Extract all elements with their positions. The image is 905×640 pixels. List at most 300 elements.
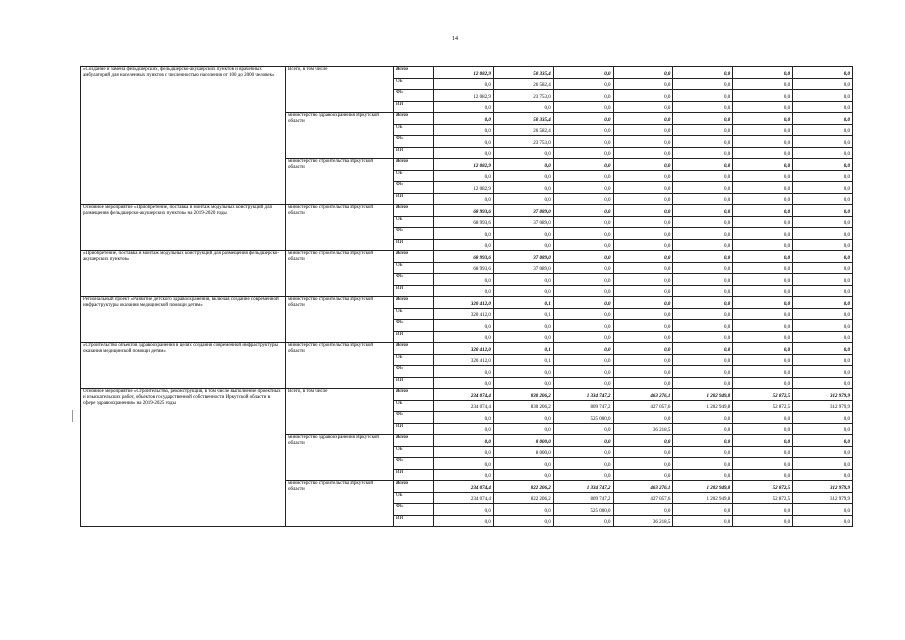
funding-source: Всего <box>394 297 434 309</box>
funding-source: ИИ <box>394 423 434 435</box>
amount-cell: 0,0 <box>673 308 733 320</box>
amount-cell: 0,0 <box>733 78 793 90</box>
amount-cell: 822 206,2 <box>493 492 553 504</box>
amount-cell: 0,0 <box>553 101 613 113</box>
amount-cell: 0,0 <box>733 320 793 332</box>
amount-cell: 0,0 <box>793 274 853 286</box>
amount-cell: 0,0 <box>553 308 613 320</box>
amount-cell: 0,0 <box>493 239 553 251</box>
amount-cell: 8 000,0 <box>493 435 553 447</box>
amount-cell: 0,1 <box>493 308 553 320</box>
amount-cell: 0,0 <box>793 331 853 343</box>
scan-mark <box>72 410 73 422</box>
amount-cell: 52 872,5 <box>733 389 793 401</box>
funding-source: ОБ <box>394 124 434 136</box>
funding-source: ИИ <box>394 193 434 205</box>
amount-cell: 320 412,0 <box>434 354 494 366</box>
amount-cell: 0,0 <box>793 469 853 481</box>
amount-cell: 0,0 <box>673 216 733 228</box>
funding-source: ИИ <box>394 515 434 527</box>
amount-cell: 52 872,5 <box>733 481 793 493</box>
amount-cell: 12 082,9 <box>434 159 494 171</box>
amount-cell: 0,0 <box>613 90 673 102</box>
amount-cell: 0,0 <box>434 285 494 297</box>
amount-cell: 68 993,6 <box>434 216 494 228</box>
amount-cell: 0,0 <box>793 515 853 527</box>
table-row <box>81 343 853 355</box>
amount-cell: 0,0 <box>793 205 853 217</box>
funding-source: ФБ <box>394 366 434 378</box>
amount-cell: 0,0 <box>434 124 494 136</box>
amount-cell: 0,0 <box>434 458 494 470</box>
amount-cell: 0,0 <box>613 251 673 263</box>
funding-source: ОБ <box>394 446 434 458</box>
amount-cell: 0,0 <box>733 136 793 148</box>
amount-cell: 0,0 <box>613 78 673 90</box>
amount-cell: 0,0 <box>673 504 733 516</box>
amount-cell: 0,0 <box>733 193 793 205</box>
amount-cell: 68 993,6 <box>434 251 494 263</box>
amount-cell: 320 412,0 <box>434 297 494 309</box>
amount-cell: 0,1 <box>493 343 553 355</box>
amount-cell: 0,0 <box>613 205 673 217</box>
amount-cell: 0,0 <box>793 354 853 366</box>
amount-cell: 0,0 <box>493 182 553 194</box>
amount-cell: 0,0 <box>434 147 494 159</box>
amount-cell: 0,0 <box>553 205 613 217</box>
amount-cell: 0,0 <box>434 274 494 286</box>
amount-cell: 0,0 <box>793 124 853 136</box>
page-number: 14 <box>452 36 458 42</box>
executor: Всего, в том числе <box>286 67 394 113</box>
amount-cell: 0,0 <box>673 458 733 470</box>
amount-cell: 0,0 <box>793 446 853 458</box>
funding-source: ФБ <box>394 274 434 286</box>
funding-source: ФБ <box>394 90 434 102</box>
amount-cell: 0,0 <box>793 78 853 90</box>
amount-cell: 0,0 <box>793 182 853 194</box>
amount-cell: 0,0 <box>613 285 673 297</box>
amount-cell: 0,0 <box>673 90 733 102</box>
amount-cell: 0,0 <box>613 458 673 470</box>
amount-cell: 0,0 <box>493 366 553 378</box>
amount-cell: 1 202 949,8 <box>673 389 733 401</box>
funding-source: ОБ <box>394 492 434 504</box>
table-row <box>81 67 853 79</box>
amount-cell: 0,0 <box>673 331 733 343</box>
amount-cell: 0,0 <box>553 274 613 286</box>
amount-cell: 0,0 <box>434 423 494 435</box>
amount-cell: 0,0 <box>733 331 793 343</box>
amount-cell: 0,0 <box>733 308 793 320</box>
budget-table-body <box>81 67 853 527</box>
amount-cell: 809 747,2 <box>553 400 613 412</box>
amount-cell: 0,0 <box>613 193 673 205</box>
funding-source: ИИ <box>394 239 434 251</box>
amount-cell: 0,0 <box>434 504 494 516</box>
amount-cell: 0,0 <box>493 423 553 435</box>
amount-cell: 0,0 <box>613 320 673 332</box>
amount-cell: 0,0 <box>553 297 613 309</box>
measure-name: «Приобретение, поставка и монтаж модульных конструкций для размещения фельдшерско-акушерских пунктов» <box>81 251 286 297</box>
amount-cell: 0,0 <box>673 193 733 205</box>
amount-cell: 0,0 <box>793 216 853 228</box>
amount-cell: 0,0 <box>553 469 613 481</box>
amount-cell: 0,0 <box>434 446 494 458</box>
measure-name: Региональный проект «Развитие детского здравоохранения, включая создание современной инфраструктуры оказания медицинской помощи детям» <box>81 297 286 343</box>
amount-cell: 0,0 <box>733 446 793 458</box>
funding-source: ОБ <box>394 262 434 274</box>
funding-source: ОБ <box>394 308 434 320</box>
amount-cell: 312 979,9 <box>793 400 853 412</box>
measure-name: «Создание и замена фельдшерских, фельдшерско-акушерских пунктов и врачебных амбулаторий для населенных пунктов с численностью населения от 100 до 2000 человек» <box>81 67 286 205</box>
amount-cell: 0,0 <box>553 285 613 297</box>
amount-cell: 0,1 <box>493 354 553 366</box>
executor: министерство строительства Иркутской области <box>286 343 394 389</box>
amount-cell: 0,0 <box>673 423 733 435</box>
measure-name: «Строительство объектов здравоохранения в целях создания современной инфраструктуры оказания медицинской помощи детям» <box>81 343 286 389</box>
amount-cell: 0,0 <box>673 251 733 263</box>
amount-cell: 0,0 <box>673 136 733 148</box>
amount-cell: 0,0 <box>493 285 553 297</box>
amount-cell: 0,0 <box>434 469 494 481</box>
amount-cell: 0,0 <box>673 469 733 481</box>
amount-cell: 0,0 <box>434 377 494 389</box>
amount-cell: 0,0 <box>613 239 673 251</box>
funding-source: ИИ <box>394 469 434 481</box>
amount-cell: 0,0 <box>493 458 553 470</box>
amount-cell: 12 082,9 <box>434 90 494 102</box>
amount-cell: 0,0 <box>613 274 673 286</box>
amount-cell: 0,0 <box>673 435 733 447</box>
amount-cell: 0,0 <box>733 205 793 217</box>
amount-cell: 68 993,6 <box>434 262 494 274</box>
amount-cell: 0,0 <box>434 170 494 182</box>
executor: министерство строительства Иркутской области <box>286 205 394 251</box>
amount-cell: 0,0 <box>733 377 793 389</box>
amount-cell: 0,0 <box>553 182 613 194</box>
amount-cell: 427 057,6 <box>613 492 673 504</box>
funding-source: Всего <box>394 435 434 447</box>
amount-cell: 830 206,2 <box>493 389 553 401</box>
executor: министерство здравоохранения Иркутской области <box>286 435 394 481</box>
amount-cell: 0,0 <box>493 504 553 516</box>
amount-cell: 0,0 <box>673 205 733 217</box>
amount-cell: 0,0 <box>733 101 793 113</box>
amount-cell: 0,0 <box>434 366 494 378</box>
amount-cell: 0,0 <box>733 469 793 481</box>
amount-cell: 0,0 <box>493 377 553 389</box>
funding-source: Всего <box>394 343 434 355</box>
amount-cell: 12 082,9 <box>434 67 494 79</box>
funding-source: ФБ <box>394 182 434 194</box>
amount-cell: 1 202 949,8 <box>673 400 733 412</box>
table-row <box>81 297 853 309</box>
amount-cell: 0,0 <box>553 262 613 274</box>
amount-cell: 0,0 <box>434 136 494 148</box>
amount-cell: 0,0 <box>733 67 793 79</box>
amount-cell: 0,0 <box>613 159 673 171</box>
amount-cell: 0,0 <box>793 67 853 79</box>
executor: министерство строительства Иркутской области <box>286 251 394 297</box>
amount-cell: 1 202 949,8 <box>673 481 733 493</box>
amount-cell: 0,0 <box>793 193 853 205</box>
amount-cell: 0,0 <box>733 504 793 516</box>
amount-cell: 0,0 <box>733 170 793 182</box>
amount-cell: 0,0 <box>613 101 673 113</box>
amount-cell: 0,0 <box>493 101 553 113</box>
funding-source: ФБ <box>394 458 434 470</box>
amount-cell: 0,0 <box>434 228 494 240</box>
amount-cell: 0,0 <box>733 239 793 251</box>
amount-cell: 312 979,9 <box>793 481 853 493</box>
amount-cell: 0,0 <box>673 67 733 79</box>
amount-cell: 0,0 <box>793 136 853 148</box>
amount-cell: 50 335,4 <box>493 67 553 79</box>
amount-cell: 0,0 <box>793 343 853 355</box>
amount-cell: 0,0 <box>613 412 673 424</box>
amount-cell: 0,0 <box>553 124 613 136</box>
amount-cell: 463 276,1 <box>613 389 673 401</box>
amount-cell: 0,0 <box>613 354 673 366</box>
amount-cell: 0,0 <box>493 515 553 527</box>
amount-cell: 0,0 <box>553 515 613 527</box>
amount-cell: 0,0 <box>733 274 793 286</box>
amount-cell: 0,0 <box>434 193 494 205</box>
amount-cell: 37 089,0 <box>493 205 553 217</box>
amount-cell: 822 206,2 <box>493 481 553 493</box>
funding-source: Всего <box>394 481 434 493</box>
amount-cell: 23 753,0 <box>493 90 553 102</box>
amount-cell: 0,0 <box>673 182 733 194</box>
funding-source: Всего <box>394 159 434 171</box>
funding-source: Всего <box>394 251 434 263</box>
amount-cell: 0,0 <box>613 147 673 159</box>
funding-source: ОБ <box>394 354 434 366</box>
measure-name: Основное мероприятие «Приобретение, поставка и монтаж модульных конструкций для размещения фельдшерско-акушерских пунктов» на 2019-2020 годы <box>81 205 286 251</box>
amount-cell: 0,0 <box>673 446 733 458</box>
amount-cell: 0,0 <box>733 423 793 435</box>
amount-cell: 0,0 <box>553 435 613 447</box>
amount-cell: 0,0 <box>553 147 613 159</box>
amount-cell: 0,0 <box>613 297 673 309</box>
amount-cell: 320 412,0 <box>434 308 494 320</box>
amount-cell: 0,0 <box>733 228 793 240</box>
funding-source: ФБ <box>394 320 434 332</box>
amount-cell: 0,0 <box>673 354 733 366</box>
amount-cell: 463 276,1 <box>613 481 673 493</box>
amount-cell: 0,0 <box>673 262 733 274</box>
amount-cell: 0,0 <box>613 262 673 274</box>
amount-cell: 37 089,0 <box>493 251 553 263</box>
amount-cell: 0,0 <box>434 320 494 332</box>
amount-cell: 26 582,4 <box>493 124 553 136</box>
amount-cell: 0,0 <box>793 366 853 378</box>
funding-source: ФБ <box>394 136 434 148</box>
executor: министерство строительства Иркутской области <box>286 481 394 527</box>
amount-cell: 0,0 <box>553 239 613 251</box>
amount-cell: 0,0 <box>733 124 793 136</box>
amount-cell: 0,0 <box>613 308 673 320</box>
amount-cell: 0,0 <box>733 366 793 378</box>
measure-name: Основное мероприятие «Строительство, реконструкция, в том числе выполнение проектных и изыскательских работ, объектов государственной собственности Иркутской области в сфере здравоохранения» на 2019-2025 годы <box>81 389 286 527</box>
amount-cell: 0,0 <box>493 147 553 159</box>
amount-cell: 830 206,2 <box>493 400 553 412</box>
amount-cell: 0,0 <box>793 320 853 332</box>
amount-cell: 0,0 <box>793 101 853 113</box>
amount-cell: 0,0 <box>793 251 853 263</box>
amount-cell: 0,0 <box>434 101 494 113</box>
amount-cell: 1 334 747,2 <box>553 389 613 401</box>
executor: Всего, в том числе <box>286 389 394 435</box>
table-row <box>81 205 853 217</box>
amount-cell: 0,0 <box>553 193 613 205</box>
amount-cell: 0,0 <box>733 90 793 102</box>
amount-cell: 0,0 <box>733 297 793 309</box>
amount-cell: 0,0 <box>553 331 613 343</box>
amount-cell: 0,0 <box>793 504 853 516</box>
amount-cell: 1 202 949,8 <box>673 492 733 504</box>
amount-cell: 0,0 <box>553 251 613 263</box>
amount-cell: 0,0 <box>493 412 553 424</box>
amount-cell: 8 000,0 <box>493 446 553 458</box>
amount-cell: 0,0 <box>673 78 733 90</box>
amount-cell: 12 082,9 <box>434 182 494 194</box>
amount-cell: 0,0 <box>673 124 733 136</box>
amount-cell: 0,0 <box>553 320 613 332</box>
amount-cell: 0,0 <box>553 90 613 102</box>
amount-cell: 0,0 <box>793 170 853 182</box>
amount-cell: 0,0 <box>793 435 853 447</box>
amount-cell: 0,0 <box>793 262 853 274</box>
funding-source: Всего <box>394 205 434 217</box>
amount-cell: 0,0 <box>733 113 793 125</box>
amount-cell: 0,0 <box>733 262 793 274</box>
amount-cell: 0,0 <box>673 412 733 424</box>
amount-cell: 0,0 <box>434 331 494 343</box>
amount-cell: 427 057,6 <box>613 400 673 412</box>
amount-cell: 0,0 <box>553 159 613 171</box>
amount-cell: 0,0 <box>793 113 853 125</box>
amount-cell: 234 074,4 <box>434 481 494 493</box>
amount-cell: 0,0 <box>793 377 853 389</box>
amount-cell: 1 334 747,2 <box>553 481 613 493</box>
amount-cell: 0,0 <box>553 354 613 366</box>
funding-source: ФБ <box>394 228 434 240</box>
amount-cell: 0,0 <box>493 193 553 205</box>
amount-cell: 23 753,0 <box>493 136 553 148</box>
amount-cell: 0,0 <box>613 216 673 228</box>
amount-cell: 0,0 <box>493 170 553 182</box>
amount-cell: 0,0 <box>733 216 793 228</box>
table-row <box>81 389 853 401</box>
amount-cell: 0,0 <box>493 331 553 343</box>
amount-cell: 0,0 <box>553 423 613 435</box>
amount-cell: 0,0 <box>553 377 613 389</box>
amount-cell: 36 218,5 <box>613 515 673 527</box>
amount-cell: 50 335,4 <box>493 113 553 125</box>
funding-source: ОБ <box>394 170 434 182</box>
amount-cell: 0,0 <box>613 446 673 458</box>
amount-cell: 0,0 <box>793 423 853 435</box>
amount-cell: 0,0 <box>673 274 733 286</box>
amount-cell: 0,0 <box>793 458 853 470</box>
funding-source: ИИ <box>394 285 434 297</box>
funding-source: ОБ <box>394 78 434 90</box>
amount-cell: 0,0 <box>673 113 733 125</box>
amount-cell: 0,0 <box>613 182 673 194</box>
amount-cell: 0,0 <box>434 239 494 251</box>
amount-cell: 0,0 <box>434 515 494 527</box>
amount-cell: 0,0 <box>673 320 733 332</box>
amount-cell: 0,0 <box>434 78 494 90</box>
amount-cell: 0,0 <box>673 377 733 389</box>
amount-cell: 0,0 <box>553 67 613 79</box>
amount-cell: 0,0 <box>613 377 673 389</box>
executor: министерство здравоохранения Иркутской области <box>286 113 394 159</box>
amount-cell: 0,0 <box>553 136 613 148</box>
amount-cell: 0,0 <box>493 320 553 332</box>
funding-source: ИИ <box>394 147 434 159</box>
amount-cell: 0,0 <box>673 297 733 309</box>
amount-cell: 0,0 <box>733 458 793 470</box>
amount-cell: 37 089,0 <box>493 216 553 228</box>
amount-cell: 0,0 <box>493 228 553 240</box>
budget-table <box>80 66 853 527</box>
amount-cell: 26 582,4 <box>493 78 553 90</box>
amount-cell: 312 979,9 <box>793 492 853 504</box>
amount-cell: 37 089,0 <box>493 262 553 274</box>
amount-cell: 0,0 <box>733 285 793 297</box>
amount-cell: 0,0 <box>733 354 793 366</box>
amount-cell: 0,0 <box>493 159 553 171</box>
amount-cell: 0,0 <box>673 147 733 159</box>
amount-cell: 0,0 <box>673 239 733 251</box>
amount-cell: 525 000,0 <box>553 412 613 424</box>
amount-cell: 0,0 <box>553 78 613 90</box>
amount-cell: 0,0 <box>673 159 733 171</box>
funding-source: Всего <box>394 113 434 125</box>
amount-cell: 0,0 <box>733 435 793 447</box>
amount-cell: 234 074,4 <box>434 389 494 401</box>
amount-cell: 0,0 <box>493 274 553 286</box>
amount-cell: 0,0 <box>733 515 793 527</box>
amount-cell: 0,0 <box>673 343 733 355</box>
amount-cell: 68 993,6 <box>434 205 494 217</box>
amount-cell: 0,0 <box>613 228 673 240</box>
amount-cell: 0,0 <box>733 251 793 263</box>
amount-cell: 0,0 <box>733 182 793 194</box>
amount-cell: 312 979,9 <box>793 389 853 401</box>
amount-cell: 0,0 <box>613 331 673 343</box>
amount-cell: 0,0 <box>733 147 793 159</box>
funding-source: ИИ <box>394 101 434 113</box>
amount-cell: 0,0 <box>673 101 733 113</box>
amount-cell: 0,0 <box>553 458 613 470</box>
amount-cell: 0,0 <box>793 239 853 251</box>
amount-cell: 0,0 <box>673 366 733 378</box>
funding-source: ИИ <box>394 331 434 343</box>
amount-cell: 0,0 <box>553 170 613 182</box>
amount-cell: 0,0 <box>613 504 673 516</box>
executor: министерство строительства Иркутской области <box>286 159 394 205</box>
amount-cell: 0,0 <box>793 159 853 171</box>
amount-cell: 0,0 <box>493 469 553 481</box>
amount-cell: 0,0 <box>613 67 673 79</box>
amount-cell: 234 074,4 <box>434 492 494 504</box>
amount-cell: 0,0 <box>733 159 793 171</box>
amount-cell: 0,0 <box>613 435 673 447</box>
